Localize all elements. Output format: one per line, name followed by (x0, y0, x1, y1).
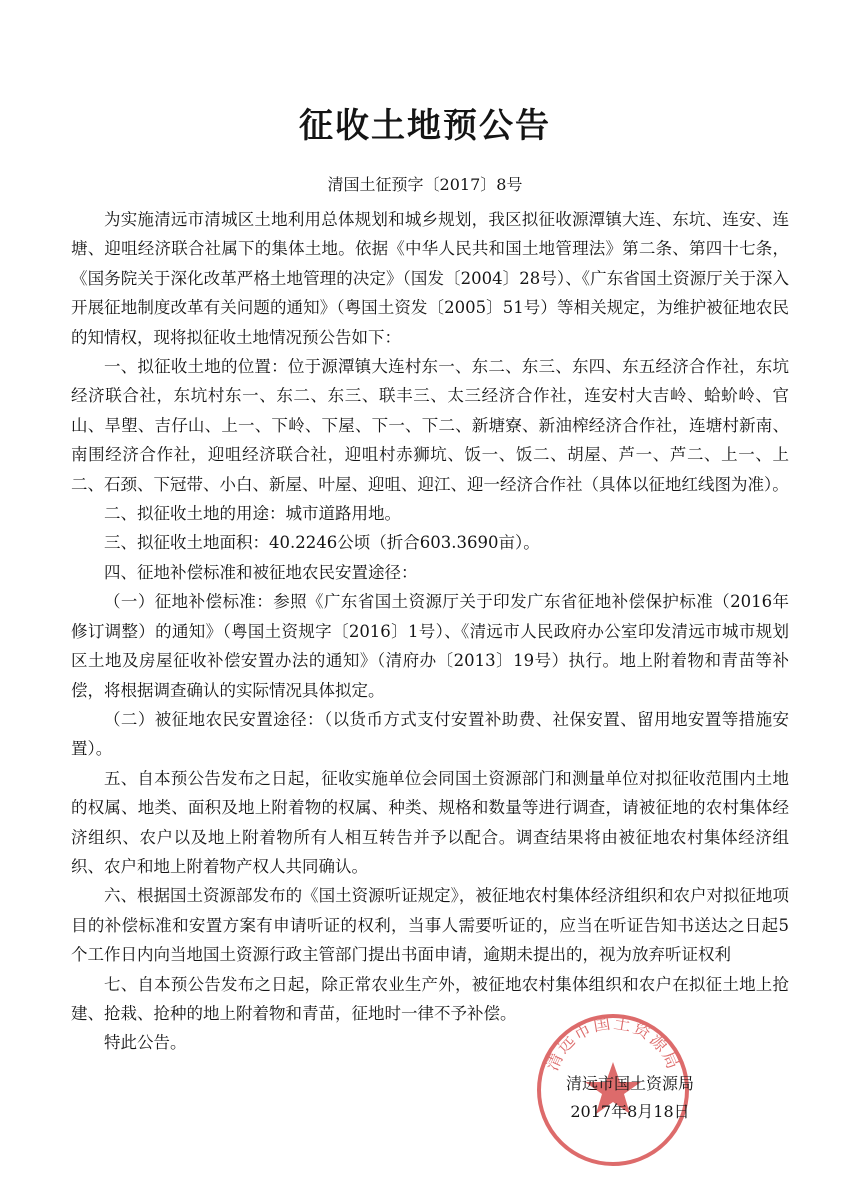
section-5-survey: 五、自本预公告发布之日起，征收实施单位会同国土资源部门和测量单位对拟征收范围内土地的权属、地类、面积及地上附着物的权属、种类、规格和数量等进行调查，请被征地的农村集体经济组织、农户以及地上附着物所有人相互转告并予以配合。调查结果将由被征地农村集体经济组织、农户和地上附着物产权人共同确认。 (71, 768, 789, 876)
section-2-purpose: 二、拟征收土地的用途：城市道路用地。 (104, 504, 401, 524)
section-4-heading: 四、征地补偿标准和被征地农民安置途径： (104, 562, 418, 582)
issuer-name: 清远市国土资源局 (565, 1074, 694, 1093)
svg-text:清远市国土资源局: 清远市国土资源局 (542, 1013, 684, 1074)
section-7-no-compensation: 七、自本预公告发布之日起，除正常农业生产外，被征地农村集体组织和农户在拟征土地上抢建、抢栽、抢种的地上附着物和青苗，征地时一律不予补偿。 (71, 974, 789, 1023)
section-3-area: 三、拟征收土地面积：40.2246公顷（折合603.3690亩）。 (104, 533, 540, 553)
section-1-location: 一、拟征收土地的位置：位于源潭镇大连村东一、东二、东三、东四、东五经济合作社，东坑经济联合社，东坑村东一、东二、东三、联丰三、太三经济合作社，连安村大吉岭、蛤蚧岭、官山、旱塱、吉仔山、上一、下岭、下屋、下一、下二、新塘寮、新油榨经济合作社，连塘村新南、南围经济合作社，迎咀经济联合社，迎咀村赤狮坑、饭一、饭二、胡屋、芦一、芦二、上一、上二、石颈、下冠带、小白、新屋、叶屋、迎咀、迎江、迎一经济合作社（具体以征地红线图为准）。 (71, 357, 789, 494)
section-4-1-compensation: （一）征地补偿标准：参照《广东省国土资源厅关于印发广东省征地补偿保护标准（2016年修订调整）的通知》（粤国土资规字〔2016〕1号）、《清远市人民政府办公室印发清远市城市规划区土地及房屋征收补偿安置办法的通知》（清府办〔2013〕19号）执行。地上附着物和青苗等补偿，将根据调查确认的实际情况具体拟定。 (71, 592, 789, 700)
intro-paragraph: 为实施清远市清城区土地利用总体规划和城乡规划，我区拟征收源潭镇大连、东坑、连安、连塘、迎咀经济联合社属下的集体土地。依据《中华人民共和国土地管理法》第二条、第四十七条，《国务院关于深化改革严格土地管理的决定》（国发〔2004〕28号）、《广东省国土资源厅关于深入开展征地制度改革有关问题的通知》（粤国土资发〔2005〕51号）等相关规定，为维护被征地农民的知情权，现将拟征收土地情况预公告如下： (71, 210, 789, 347)
section-4-2-resettlement: （二）被征地农民安置途径：（以货币方式支付安置补助费、社保安置、留用地安置等措施安置）。 (71, 709, 789, 759)
issue-date: 2017年8月18日 (570, 1102, 690, 1121)
section-6-hearing: 六、根据国土资源部发布的《国土资源听证规定》，被征地农村集体经济组织和农户对拟征地项目的补偿标准和安置方案有申请听证的权利，当事人需要听证的，应当在听证告知书送达之日起5个工作日内向当地国土资源行政主管部门提出书面申请，逾期未提出的，视为放弃听证权利 (71, 886, 789, 965)
document-title: 征收土地预公告 (299, 106, 551, 146)
closing-line: 特此公告。 (104, 1033, 187, 1053)
document-number: 清国土征预字〔2017〕8号 (327, 175, 523, 194)
document-body (71, 205, 789, 1058)
